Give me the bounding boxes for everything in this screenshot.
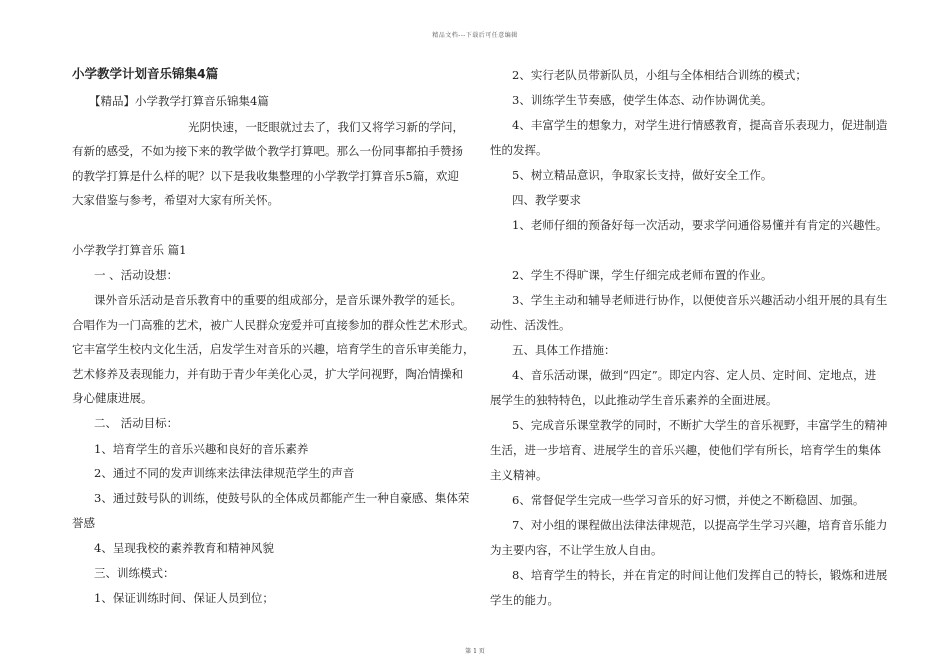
text-line: 艺术修养及表现能力，并有助于青少年美化心灵，扩大学问视野，陶冶情操和	[72, 367, 463, 381]
text-line: 性的发挥。	[490, 143, 548, 157]
document-title: 小学教学计划音乐锦集4篇	[72, 66, 219, 81]
text-line: 课外音乐活动是音乐教育中的重要的组成部分，是音乐课外教学的延长。	[94, 293, 462, 307]
text-line: 学生的能力。	[490, 593, 559, 607]
text-line: 5、树立精品意识，争取家长支持，做好安全工作。	[512, 168, 773, 182]
text-line: 动性、活泼性。	[490, 318, 571, 332]
text-line: 主义精神。	[490, 468, 548, 482]
page-number: 第 1 页	[465, 648, 485, 655]
text-line: 为主要内容，不让学生放人自由。	[490, 543, 663, 557]
text-line: 4、音乐活动课，做到“四定”。即定内容、定人员、定时间、定地点，进	[512, 368, 877, 382]
text-line: 1、老师仔细的预备好每一次活动，要求学问通俗易懂并有肯定的兴趣性。	[512, 218, 888, 232]
text-line: 2、通过不同的发声训练来法律法律规范学生的声音	[94, 466, 355, 480]
text-line: 光阴快速，一眨眼就过去了，我们又将学习新的学问，	[188, 120, 464, 134]
text-line: 8、培育学生的特长，并在肯定的时间让他们发挥自己的特长，锻炼和进展	[512, 568, 888, 582]
text-line: 1、保证训练时间、保证人员到位；	[94, 591, 274, 605]
text-line: 合唱作为一门高雅的艺术，被广人民群众宠爱并可直接参加的群众性艺术形式。	[72, 318, 475, 332]
text-line: 2、实行老队员带新队员，小组与全体相结合训练的模式；	[512, 68, 807, 82]
text-line: 3、训练学生节奏感，使学生体态、动作协调优美。	[512, 93, 773, 107]
page-header-note: 精品文档---下载后可任意编辑	[432, 32, 518, 39]
text-line: 小学教学打算音乐 篇1	[72, 243, 187, 257]
text-line: 7、对小组的课程做出法律法律规范，以提高学生学习兴趣，培育音乐能力	[512, 518, 888, 532]
text-line: 3、通过鼓号队的训练，使鼓号队的全体成员都能产生一种自豪感、集体荣	[94, 491, 470, 505]
text-line: 【精品】小学教学打算音乐锦集4篇	[89, 94, 269, 108]
text-line: 誉感	[72, 516, 95, 530]
text-line: 大家借鉴与参考，希望对大家有所关怀。	[72, 193, 279, 207]
text-line: 身心健康进展。	[72, 391, 153, 405]
text-line: 展学生的独特特色，以此推动学生音乐素养的全面进展。	[490, 393, 778, 407]
text-line: 5、完成音乐课堂教学的同时，不断扩大学生的音乐视野，丰富学生的精神	[512, 418, 888, 432]
text-line: 一 、活动设想：	[94, 268, 179, 282]
text-line: 四、教学要求	[512, 193, 581, 207]
text-line: 3、学生主动和辅导老师进行协作，以便使音乐兴趣活动小组开展的具有生	[512, 293, 888, 307]
text-line: 2、学生不得旷课，学生仔细完成老师布置的作业。	[512, 268, 773, 282]
text-line: 4、呈现我校的素养教育和精神风貌	[94, 541, 274, 555]
text-line: 生活，进一步培育、进展学生的音乐兴趣，使他们学有所长，培育学生的集体	[490, 443, 881, 457]
text-line: 五、具体工作措施：	[512, 343, 616, 357]
text-line: 它丰富学生校内文化生活，启发学生对音乐的兴趣，培育学生的音乐审美能力，	[72, 342, 475, 356]
text-line: 二、 活动目标：	[94, 416, 179, 430]
text-line: 三、训练模式：	[94, 566, 175, 580]
text-line: 的教学打算是什么样的呢？以下是我收集整理的小学教学打算音乐5篇，欢迎	[72, 169, 459, 183]
text-line: 4、丰富学生的想象力，对学生进行情感教育，提高音乐表现力，促进制造	[512, 118, 888, 132]
text-line: 有新的感受，不如为接下来的教学做个教学打算吧。那么一份同事都拍手赞扬	[72, 144, 463, 158]
text-line: 6、常督促学生完成一些学习音乐的好习惯，并使之不断稳固、加强。	[512, 493, 865, 507]
text-line: 1、培育学生的音乐兴趣和良好的音乐素养	[94, 442, 309, 456]
